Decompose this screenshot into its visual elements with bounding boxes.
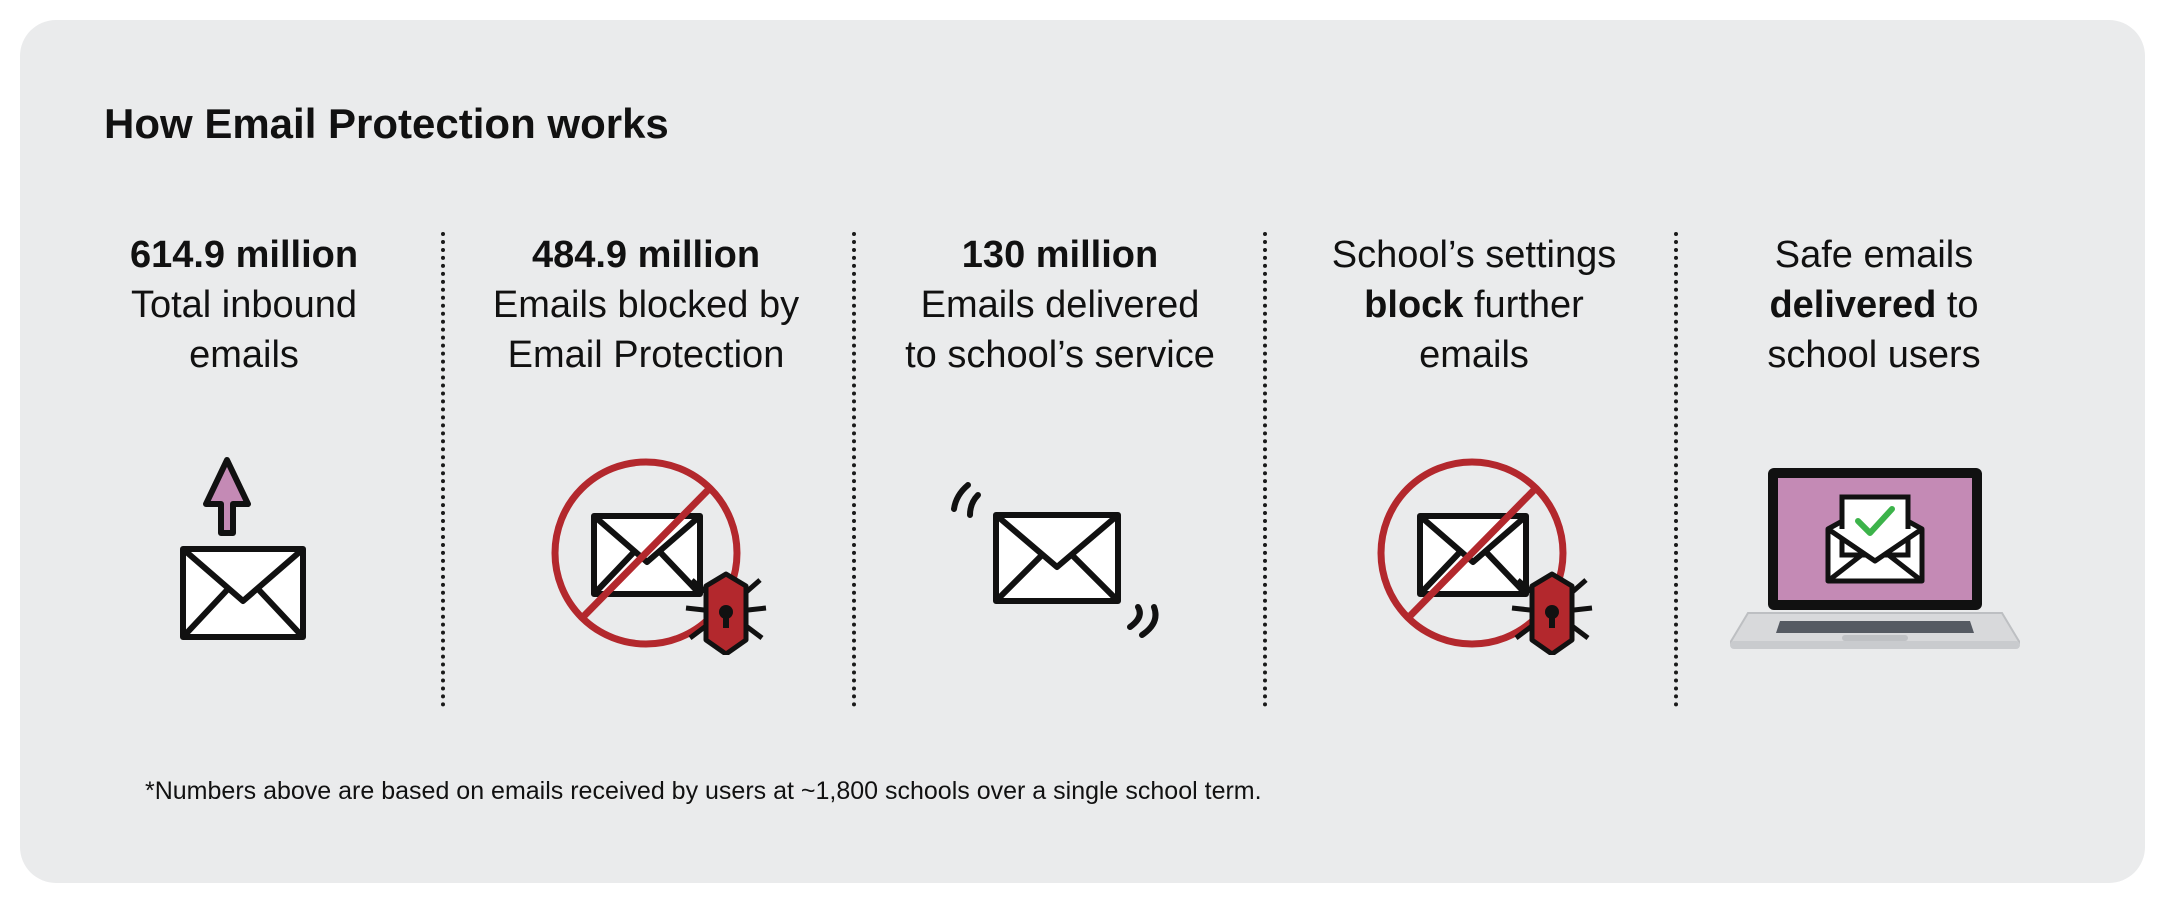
step-caption-line: Emails blocked by (492, 284, 800, 326)
step-number: 484.9 million (531, 234, 761, 276)
column-divider (852, 232, 856, 707)
step-emphasis: delivered (1769, 284, 1937, 326)
step-safe-delivered (1674, 230, 2074, 380)
step-caption-line (1674, 280, 2074, 330)
step-blocked (446, 230, 846, 380)
blocked-email-bug-icon (1374, 455, 1594, 655)
step-caption-line: to school’s service (905, 334, 1215, 376)
step-caption-line: emails (189, 334, 299, 376)
step-total-inbound (44, 230, 444, 380)
step-caption-line (1274, 280, 1674, 330)
page-title: How Email Protection works (104, 100, 669, 147)
column-divider (1263, 232, 1267, 707)
step-caption-text: further (1463, 284, 1584, 326)
step-caption-line: Safe emails (1774, 234, 1974, 276)
step-caption-line: Total inbound (130, 284, 358, 326)
envelope-upload-icon (170, 455, 320, 645)
email-delivery-icon (950, 475, 1170, 645)
step-delivered-to-service (860, 230, 1260, 380)
step-caption-line: school users (1767, 334, 1981, 376)
step-emphasis: block (1364, 284, 1464, 326)
step-caption-line: School’s settings (1331, 234, 1617, 276)
step-caption-text: to (1936, 284, 1979, 326)
footnote: *Numbers above are based on emails received by users at ~1,800 schools over a single school term. (145, 777, 1262, 805)
step-number: 614.9 million (129, 234, 359, 276)
step-school-settings-block (1274, 230, 1674, 380)
step-caption-line: Emails delivered (920, 284, 1200, 326)
step-caption-line: emails (1419, 334, 1529, 376)
laptop-email-check-icon (1730, 463, 2020, 653)
step-number: 130 million (961, 234, 1159, 276)
step-caption-line: Email Protection (507, 334, 785, 376)
blocked-email-bug-icon (548, 455, 768, 655)
